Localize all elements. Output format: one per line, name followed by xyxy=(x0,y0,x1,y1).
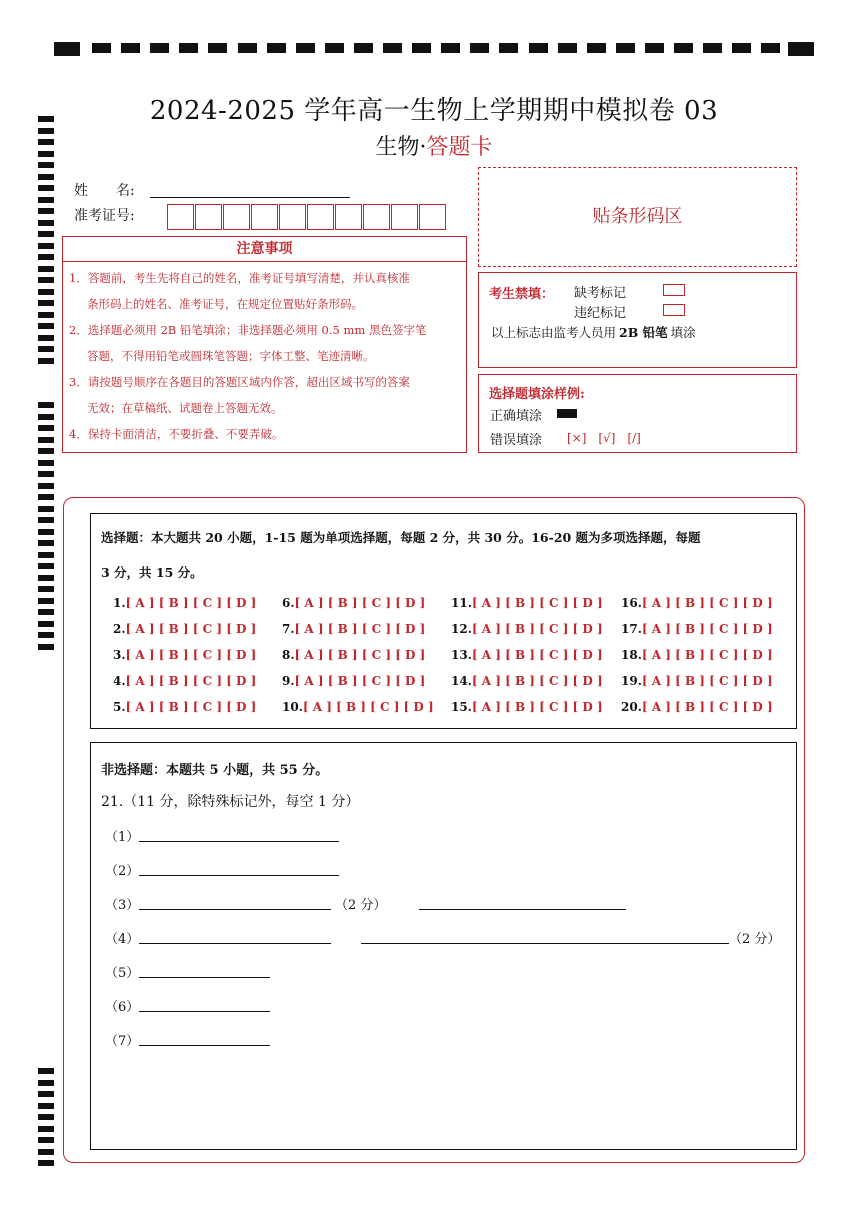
choice-item[interactable] xyxy=(282,622,425,636)
timing-mark xyxy=(703,43,722,53)
name-label: 姓 名: xyxy=(74,183,135,199)
choice-options[interactable]: [ A ] [ B ] [ C ] [ D ] xyxy=(471,674,603,688)
timing-mark xyxy=(38,552,54,558)
answer-blank[interactable] xyxy=(139,893,331,910)
violation-label: 违纪标记 xyxy=(574,306,627,321)
choice-item[interactable] xyxy=(282,596,425,610)
timing-mark xyxy=(179,43,198,53)
question-number: 5. xyxy=(113,700,126,714)
timing-mark xyxy=(150,43,169,53)
choice-item[interactable] xyxy=(621,674,773,688)
timing-mark xyxy=(38,448,54,454)
timing-mark xyxy=(732,43,751,53)
choice-item[interactable] xyxy=(282,700,434,714)
timing-mark xyxy=(38,529,54,535)
timing-mark xyxy=(587,43,606,53)
timing-mark xyxy=(296,43,315,53)
question-number: 6. xyxy=(282,596,295,610)
timing-mark xyxy=(38,358,54,364)
timing-mark xyxy=(208,43,227,53)
choice-item[interactable] xyxy=(451,674,603,688)
timing-mark xyxy=(38,254,54,260)
timing-mark xyxy=(38,425,54,431)
choice-options[interactable]: [ A ] [ B ] [ C ] [ D ] xyxy=(641,648,773,662)
name-field[interactable] xyxy=(150,179,350,198)
choice-header-line1: 选择题：本大题共 20 小题，1-15 题为单项选择题，每题 2 分，共 30 分。16-20 题为多项选择题，每题 xyxy=(101,530,701,545)
choice-section xyxy=(90,513,797,729)
timing-mark xyxy=(412,43,431,53)
timing-mark xyxy=(38,162,54,168)
timing-mark xyxy=(558,43,577,53)
choice-options[interactable]: [ A ] [ B ] [ C ] [ D ] xyxy=(641,596,773,610)
question-number: 13. xyxy=(451,648,472,662)
timing-mark xyxy=(38,1103,54,1109)
notice-title: 注意事项 xyxy=(63,237,466,262)
question-number: 17. xyxy=(621,622,642,636)
id-digit-box[interactable] xyxy=(167,204,194,230)
timing-mark xyxy=(674,43,693,53)
timing-mark xyxy=(383,43,402,53)
answer-label: （1） xyxy=(105,830,140,845)
choice-options[interactable]: [ A ] [ B ] [ C ] [ D ] xyxy=(294,648,426,662)
timing-mark xyxy=(121,43,140,53)
timing-mark xyxy=(616,43,635,53)
choice-item[interactable] xyxy=(113,700,256,714)
question-number: 15. xyxy=(451,700,472,714)
question-number: 2. xyxy=(113,622,126,636)
notice-item: 答题，不得用铅笔或圆珠笔答题；字体工整、笔迹清晰。 xyxy=(87,349,375,363)
timing-mark xyxy=(38,1068,54,1074)
notice-item: 条形码上的姓名、准考证号，在规定位置贴好条形码。 xyxy=(87,297,363,311)
answer-blank[interactable] xyxy=(139,859,339,876)
choice-options[interactable]: [ A ] [ B ] [ C ] [ D ] xyxy=(125,622,257,636)
timing-mark xyxy=(38,621,54,627)
id-digit-box[interactable] xyxy=(391,204,418,230)
timing-mark xyxy=(238,43,257,53)
choice-header-line2: 3 分，共 15 分。 xyxy=(101,565,203,580)
subtitle-answer-card: 答题卡 xyxy=(426,135,493,160)
notice-box xyxy=(62,236,467,453)
timing-mark xyxy=(38,300,54,306)
answer-label: （4） xyxy=(105,932,140,947)
timing-mark xyxy=(38,494,54,500)
timing-mark xyxy=(38,346,54,352)
timing-mark xyxy=(38,483,54,489)
question-number: 11. xyxy=(451,596,472,610)
choice-options[interactable]: [ A ] [ B ] [ C ] [ D ] xyxy=(471,596,603,610)
timing-mark xyxy=(470,43,489,53)
timing-mark xyxy=(38,575,54,581)
timing-mark xyxy=(788,42,814,56)
question-number: 12. xyxy=(451,622,472,636)
choice-item[interactable] xyxy=(113,648,256,662)
answer-label: （2） xyxy=(105,864,140,879)
answer-blank[interactable] xyxy=(139,961,270,978)
timing-mark xyxy=(38,1149,54,1155)
question-number: 9. xyxy=(282,674,295,688)
choice-item[interactable] xyxy=(451,596,603,610)
absent-label: 缺考标记 xyxy=(574,286,627,301)
choice-options[interactable]: [ A ] [ B ] [ C ] [ D ] xyxy=(471,648,603,662)
choice-options[interactable]: [ A ] [ B ] [ C ] [ D ] xyxy=(641,674,773,688)
fill-example-box xyxy=(478,374,797,453)
prohibited-note xyxy=(491,323,696,341)
question-number: 1. xyxy=(113,596,126,610)
timing-mark xyxy=(38,243,54,249)
timing-mark xyxy=(38,197,54,203)
timing-mark xyxy=(325,43,344,53)
choice-options[interactable]: [ A ] [ B ] [ C ] [ D ] xyxy=(641,700,773,714)
timing-mark xyxy=(38,1091,54,1097)
question-number: 8. xyxy=(282,648,295,662)
page-title: 2024-2025 学年高一生物上学期期中模拟卷 03 xyxy=(149,96,719,126)
id-digit-box[interactable] xyxy=(195,204,222,230)
id-digit-box[interactable] xyxy=(251,204,278,230)
id-digit-box[interactable] xyxy=(363,204,390,230)
timing-mark xyxy=(38,609,54,615)
timing-mark xyxy=(354,43,373,53)
answer-blank[interactable] xyxy=(139,1029,270,1046)
choice-item[interactable] xyxy=(113,674,256,688)
choice-item[interactable] xyxy=(621,596,773,610)
timing-mark xyxy=(38,1160,54,1166)
prohibited-note-bold: 2B 铅笔 xyxy=(619,325,668,340)
id-digit-box[interactable] xyxy=(307,204,334,230)
choice-options[interactable]: [ A ] [ B ] [ C ] [ D ] xyxy=(471,622,603,636)
prohibited-note-prefix: 以上标志由监考人员用 xyxy=(491,325,617,340)
timing-mark xyxy=(499,43,518,53)
timing-mark xyxy=(38,460,54,466)
question-number: 10. xyxy=(282,700,303,714)
choice-item[interactable] xyxy=(113,596,256,610)
question-number: 7. xyxy=(282,622,295,636)
choice-options[interactable]: [ A ] [ B ] [ C ] [ D ] xyxy=(125,648,257,662)
prohibited-title: 考生禁填： xyxy=(489,287,555,302)
choice-options[interactable]: [ A ] [ B ] [ C ] [ D ] xyxy=(294,674,426,688)
choice-options[interactable]: [ A ] [ B ] [ C ] [ D ] xyxy=(125,596,257,610)
choice-options[interactable]: [ A ] [ B ] [ C ] [ D ] xyxy=(125,674,257,688)
timing-mark xyxy=(38,1126,54,1132)
points-note: （2 分） xyxy=(729,932,781,947)
subtitle-subject: 生物· xyxy=(375,135,427,160)
answer-blank[interactable] xyxy=(139,825,339,842)
violation-mark-box[interactable] xyxy=(663,304,685,316)
choice-item[interactable] xyxy=(113,622,256,636)
timing-mark xyxy=(38,563,54,569)
timing-mark xyxy=(38,437,54,443)
question-21-header: 21.（11 分，除特殊标记外，每空 1 分） xyxy=(101,794,360,810)
correct-fill-label: 正确填涂 xyxy=(490,409,543,424)
timing-mark xyxy=(38,1080,54,1086)
timing-mark xyxy=(38,231,54,237)
prohibited-note-suffix: 填涂 xyxy=(670,325,696,340)
choice-item[interactable] xyxy=(621,700,773,714)
notice-item: 3．请按题号顺序在各题目的答题区域内作答，超出区域书写的答案 xyxy=(69,375,410,389)
choice-item[interactable] xyxy=(451,622,603,636)
choice-options[interactable]: [ A ] [ B ] [ C ] [ D ] xyxy=(294,622,426,636)
answer-label: （6） xyxy=(105,1000,140,1015)
timing-mark xyxy=(38,185,54,191)
page-subtitle xyxy=(0,130,868,161)
timing-mark xyxy=(529,43,548,53)
timing-mark xyxy=(38,208,54,214)
timing-mark xyxy=(38,598,54,604)
choice-item[interactable] xyxy=(282,648,425,662)
answer-blank[interactable] xyxy=(361,927,729,944)
timing-mark xyxy=(441,43,460,53)
choice-options[interactable]: [ A ] [ B ] [ C ] [ D ] xyxy=(125,700,257,714)
timing-mark xyxy=(645,43,664,53)
id-digit-box[interactable] xyxy=(419,204,446,230)
question-number: 18. xyxy=(621,648,642,662)
wrong-fill-samples: [×] [√] [/] xyxy=(567,431,641,445)
timing-mark xyxy=(38,220,54,226)
choice-options[interactable]: [ A ] [ B ] [ C ] [ D ] xyxy=(294,596,426,610)
timing-mark xyxy=(54,42,80,56)
timing-mark xyxy=(38,174,54,180)
exam-id-boxes[interactable] xyxy=(167,204,459,234)
timing-mark xyxy=(38,540,54,546)
choice-item[interactable] xyxy=(451,700,603,714)
exam-id-label: 准考证号: xyxy=(74,208,135,224)
choice-item[interactable] xyxy=(451,648,603,662)
barcode-area xyxy=(478,167,797,267)
choice-item[interactable] xyxy=(621,648,773,662)
timing-mark xyxy=(761,43,780,53)
fill-example-title: 选择题填涂样例: xyxy=(489,387,585,402)
notice-item: 4．保持卡面清洁，不要折叠、不要弄破。 xyxy=(69,427,284,441)
timing-mark xyxy=(38,471,54,477)
nonchoice-header: 非选择题：本题共 5 小题，共 55 分。 xyxy=(101,763,329,778)
nonchoice-section xyxy=(90,742,797,1150)
timing-mark xyxy=(38,277,54,283)
answer-blank[interactable] xyxy=(419,893,626,910)
question-number: 20. xyxy=(621,700,642,714)
id-digit-box[interactable] xyxy=(223,204,250,230)
choice-options[interactable]: [ A ] [ B ] [ C ] [ D ] xyxy=(471,700,603,714)
timing-mark xyxy=(38,402,54,408)
timing-mark xyxy=(38,323,54,329)
correct-fill-sample xyxy=(557,409,577,418)
timing-mark xyxy=(38,414,54,420)
timing-mark xyxy=(38,632,54,638)
question-number: 14. xyxy=(451,674,472,688)
timing-mark xyxy=(92,43,111,53)
notice-item: 无效；在草稿纸、试题卷上答题无效。 xyxy=(87,401,283,415)
question-number: 3. xyxy=(113,648,126,662)
question-number: 16. xyxy=(621,596,642,610)
answer-blank[interactable] xyxy=(139,995,270,1012)
timing-mark xyxy=(38,506,54,512)
barcode-label: 贴条形码区 xyxy=(592,206,683,227)
timing-mark xyxy=(38,1137,54,1143)
choice-item[interactable] xyxy=(282,674,425,688)
answer-label: （3） xyxy=(105,898,140,913)
id-digit-box[interactable] xyxy=(279,204,306,230)
choice-options[interactable]: [ A ] [ B ] [ C ] [ D ] xyxy=(641,622,773,636)
timing-mark xyxy=(267,43,286,53)
timing-mark xyxy=(38,335,54,341)
id-digit-box[interactable] xyxy=(335,204,362,230)
notice-item: 1．答题前，考生先将自己的姓名，准考证号填写清楚，并认真核准 xyxy=(69,271,410,285)
wrong-fill-label: 错误填涂 xyxy=(490,433,543,448)
prohibited-box xyxy=(478,272,797,368)
choice-item[interactable] xyxy=(621,622,773,636)
question-number: 19. xyxy=(621,674,642,688)
answer-blank[interactable] xyxy=(139,927,331,944)
absent-mark-box[interactable] xyxy=(663,284,685,296)
points-note: （2 分） xyxy=(335,898,387,913)
timing-mark xyxy=(38,517,54,523)
answer-label: （7） xyxy=(105,1034,140,1049)
question-number: 4. xyxy=(113,674,126,688)
timing-mark xyxy=(38,289,54,295)
timing-mark xyxy=(38,312,54,318)
notice-item: 2．选择题必须用 2B 铅笔填涂；非选择题必须用 0.5 mm 黑色签字笔 xyxy=(69,323,427,337)
timing-mark xyxy=(38,1114,54,1120)
timing-mark xyxy=(38,586,54,592)
timing-mark xyxy=(38,644,54,650)
answer-label: （5） xyxy=(105,966,140,981)
timing-mark xyxy=(38,266,54,272)
choice-options[interactable]: [ A ] [ B ] [ C ] [ D ] xyxy=(302,700,434,714)
